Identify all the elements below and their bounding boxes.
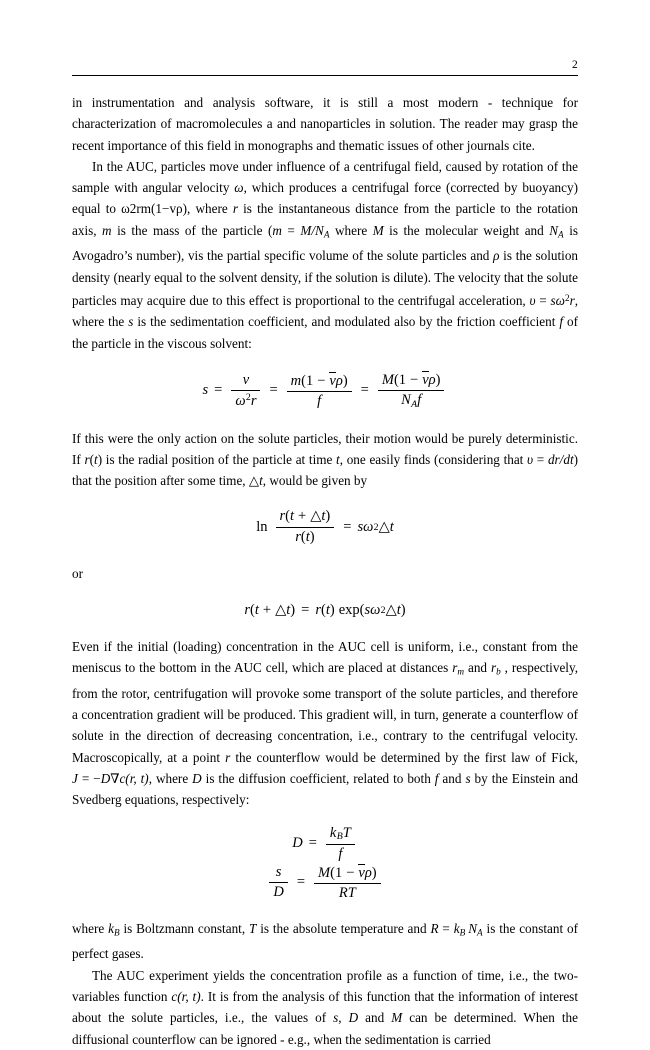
fraction-m-buoyancy-over-f	[287, 372, 352, 410]
math-equals: =	[269, 382, 278, 399]
symbol-T: T	[249, 920, 257, 936]
math-t: t	[254, 601, 259, 618]
symbol-t: t	[259, 473, 263, 489]
math-r: r	[244, 601, 251, 618]
symbol-upsilon: υ	[527, 451, 534, 467]
math-r: r	[295, 528, 301, 545]
text-run: is the instantaneous distance from the particle to the rotation axis,	[72, 201, 578, 238]
math-triangle-delta: △	[275, 601, 287, 618]
math-T: T	[342, 824, 351, 841]
subscript-B: B	[459, 927, 466, 938]
text-run: , where	[148, 770, 193, 786]
math-r: r	[315, 601, 321, 618]
math-paren-open: (	[320, 601, 326, 618]
symbol-r: r	[452, 660, 458, 676]
function-arguments: (r, t)	[177, 988, 201, 1004]
math-t: t	[396, 601, 401, 618]
text-run: is the diffusion coefficient, related to both	[201, 770, 435, 786]
math-one: 1	[305, 372, 314, 389]
subscript-b: b	[496, 666, 501, 677]
text-run: by the Einstein and Svedberg equations, respectively:	[72, 770, 579, 808]
math-plus: +	[298, 508, 307, 525]
math-subscript-B: B	[336, 831, 343, 843]
math-triangle-delta: △	[378, 518, 390, 535]
math-exponent-2: 2	[380, 604, 386, 616]
equation-log-radial-ratio	[72, 508, 578, 545]
paragraph-constants-definition	[72, 918, 578, 965]
text-run: The AUC experiment yields the concentration profile as a function of time, i.e., the two-variables function	[72, 967, 578, 1004]
math-paren-open: (	[250, 601, 255, 618]
math-s: s	[357, 518, 364, 535]
math-rho: ρ	[335, 372, 343, 389]
text-run: and	[438, 770, 466, 786]
fraction-numerator	[276, 508, 335, 526]
symbol-r: r	[232, 201, 238, 217]
math-paren-close: )	[290, 601, 296, 618]
text-run: is the constant of perfect gases.	[72, 920, 578, 962]
math-minus: −	[346, 864, 355, 881]
symbol-N: N	[468, 920, 478, 936]
text-run: is Boltzmann constant,	[119, 920, 250, 936]
paren-open: (	[89, 451, 95, 467]
math-s: s	[364, 601, 371, 618]
equals-sign: =	[77, 770, 94, 786]
text-run: In the AUC, particles move under influence of a centrifugal field, caused by rotation of the sample with angular velocity	[72, 158, 578, 196]
text-run: , where	[187, 201, 233, 217]
text-run: ) that the position after some time,	[72, 451, 579, 489]
text-run: , where the	[72, 293, 578, 330]
subscript-B: B	[113, 927, 120, 938]
text-run: can be determined. When the diffusional counterflow can be ignored - e.g., when the sedimentation is carried	[72, 1010, 578, 1047]
symbol-m: m	[102, 222, 112, 238]
symbol-dt: dt	[563, 451, 574, 467]
symbol-M: M	[372, 222, 384, 238]
fraction-numerator	[378, 371, 445, 390]
math-paren-close: )	[342, 372, 348, 389]
fraction-M-buoyancy-over-NAf	[378, 371, 445, 410]
symbol-s: s	[550, 293, 556, 309]
symbol-s: s	[333, 1010, 339, 1026]
math-nu-bar: ν	[358, 864, 365, 881]
paragraph-deterministic-motion	[72, 428, 578, 492]
text-run: is the absolute temperature and	[256, 920, 431, 936]
fraction-kBT-over-f	[326, 825, 355, 863]
fraction-r-t-plus-dt-over-r-t	[276, 508, 335, 545]
math-s: s	[275, 864, 282, 881]
text-run: is the radial position of the particle at time	[102, 451, 337, 467]
math-equals: =	[301, 601, 310, 618]
math-f: f	[417, 392, 422, 409]
fraction-denominator	[314, 883, 381, 902]
math-paren-open: (	[300, 528, 306, 545]
math-t: t	[290, 508, 295, 525]
text-run: ,	[338, 1010, 349, 1026]
text-run: Even if the initial (loading) concentration in the AUC cell is uniform, i.e., constant from the meniscus to the bottom in the AUC cell, which are placed at distances	[72, 638, 578, 676]
math-D: D	[269, 882, 287, 901]
math-paren-close: )	[309, 528, 315, 545]
equation-line-svedberg	[72, 863, 578, 902]
equation-row	[266, 864, 383, 902]
equation-row	[292, 825, 358, 863]
math-ln: ln	[256, 518, 268, 535]
paragraph-continuation: in instrumentation and analysis software, it is still a most modern - technique for characterization of macromolecules a and nanoparticles in solution. The reader may grasp the recent importance of this field in monographs and thematic issues of other journals cite.	[72, 95, 578, 153]
paragraph-concentration-gradient	[72, 636, 578, 811]
fraction-M-buoyancy-over-RT	[314, 864, 381, 902]
connector-or: or	[72, 565, 83, 581]
math-triangle-delta: △	[310, 508, 322, 525]
math-t: t	[321, 508, 326, 525]
math-paren-close: )	[435, 372, 441, 389]
math-equals: =	[296, 874, 306, 891]
symbol-N: N	[549, 222, 559, 238]
fraction-nu-over-omega2r	[231, 372, 260, 410]
equation-radial-exponential	[72, 601, 578, 619]
equation-row	[203, 371, 448, 410]
text-column	[72, 92, 578, 1050]
math-exponent-2: 2	[245, 391, 251, 403]
math-m: m	[290, 372, 302, 389]
math-omega: ω	[363, 518, 374, 535]
math-t: t	[389, 518, 394, 535]
paragraph-auc-experiment	[72, 965, 578, 1050]
text-run: is Avogadro’s number), vis the partial specific volume of the solute particles and	[72, 222, 578, 264]
symbol-t: t	[336, 451, 340, 467]
math-R: R	[338, 884, 348, 901]
math-rho: ρ	[364, 864, 372, 881]
symbol-k: k	[453, 920, 460, 936]
text-run: , which produces a centrifugal force (corrected by buoyancy) equal to	[72, 180, 578, 217]
math-nu: ν	[242, 371, 250, 388]
math-rho: ρ	[428, 372, 436, 389]
symbol-R: R	[430, 920, 439, 936]
equals-sign: =	[281, 222, 301, 238]
symbol-D: D	[100, 770, 111, 786]
math-M: M	[318, 864, 331, 881]
math-equals: =	[308, 835, 317, 852]
symbol-M: M	[391, 1010, 403, 1026]
text-run: , would be given by	[262, 473, 368, 489]
subscript-m: m	[457, 666, 465, 677]
symbol-t: t	[94, 451, 98, 467]
symbol-s: s	[128, 314, 134, 330]
text-run: If this were the only action on the solute particles, their motion would be purely deterministic. If	[72, 430, 578, 467]
fraction-denominator	[378, 390, 445, 410]
math-t: t	[305, 528, 310, 545]
symbol-k: k	[108, 920, 114, 936]
math-t: t	[286, 601, 291, 618]
equation-einstein-svedberg	[72, 825, 578, 902]
math-plus: +	[262, 601, 272, 618]
symbol-M: M	[300, 222, 312, 238]
math-one: 1	[398, 372, 407, 389]
symbol-s: s	[465, 770, 471, 786]
math-subscript-A: A	[411, 398, 418, 410]
symbol-delta: △	[248, 473, 260, 489]
slash: /	[311, 222, 316, 238]
math-omega: ω	[370, 601, 381, 618]
subscript-A: A	[323, 229, 330, 240]
symbol-J: J	[72, 770, 78, 786]
math-paren-open: (	[301, 372, 306, 389]
symbol-dr: dr	[547, 451, 560, 467]
equals-sign: =	[535, 293, 551, 309]
text-run: , respectively, from the rotor, centrifugation will provoke some transport of the solute particles, and therefore a concentration gradient will be produced. This gradient will, in turn, generate a counterflow of solute in the direction of decreasing concentration, i.e., contrary to the centrifugal velocity. Macroscopically, at a point	[72, 660, 578, 765]
math-paren-open: (	[285, 508, 291, 525]
math-paren-open: (	[330, 864, 335, 881]
equation-sedimentation-coefficient	[72, 371, 578, 410]
text-run: the counterflow would be determined by the first law of Fick,	[230, 749, 578, 765]
text-run: is the solution density (nearly equal to the solvent density, if the solution is dilute). The velocity that the solute particles may acquire due to this effect is proportional to the centrifugal acceleration,	[72, 248, 579, 309]
math-paren-close: )	[400, 601, 406, 618]
text-run: is the mass of the particle (	[111, 222, 273, 238]
math-equals: =	[214, 382, 223, 399]
symbol-r: r	[490, 660, 497, 676]
math-minus: −	[317, 372, 326, 389]
page-number: 2	[572, 59, 578, 71]
fraction-denominator	[231, 390, 260, 410]
fraction-numerator	[326, 825, 355, 844]
math-s: s	[202, 382, 209, 399]
fraction-numerator	[287, 372, 352, 391]
page-header	[72, 58, 578, 76]
symbol-m: m	[272, 222, 282, 238]
symbol-omega: ω	[555, 293, 565, 309]
symbol-r: r	[569, 293, 575, 309]
equation-row	[244, 602, 405, 619]
math-paren-open: (	[359, 601, 365, 618]
paren-close: )	[97, 451, 103, 467]
symbol-c: c	[171, 988, 178, 1004]
text-run: , one easily finds (considering that	[339, 451, 528, 467]
text-run: of the particle in the viscous solvent:	[72, 314, 579, 351]
math-paren-open: (	[393, 372, 399, 389]
symbol-D: D	[348, 1010, 359, 1026]
math-paren-close: )	[329, 601, 335, 618]
math-r: r	[250, 392, 257, 409]
math-N: N	[401, 392, 411, 409]
header-rule	[72, 75, 578, 76]
subscript-A: A	[558, 229, 564, 240]
equals-sign: =	[533, 451, 548, 467]
equation-row	[256, 508, 394, 545]
fraction-numerator	[314, 864, 381, 883]
text-run: and	[358, 1010, 392, 1026]
fraction-denominator	[276, 527, 335, 546]
text-run: where	[72, 920, 109, 936]
equals-sign: =	[438, 920, 454, 936]
math-paren-close: )	[325, 508, 331, 525]
math-D: D	[292, 835, 303, 852]
math-one: 1	[334, 864, 343, 881]
symbol-f: f	[559, 314, 564, 330]
math-triangle-delta: △	[385, 601, 397, 618]
math-exp: exp	[338, 601, 360, 618]
text-run: and	[464, 660, 491, 676]
minus-sign: −	[93, 770, 101, 786]
math-nu-bar: ν	[329, 372, 336, 389]
text-run: is the sedimentation coefficient, and modulated also by the friction coefficient	[133, 314, 560, 330]
fraction-s-over-D	[269, 864, 287, 901]
math-t: t	[325, 601, 330, 618]
function-arguments: (r, t)	[125, 770, 149, 786]
symbol-f: f	[434, 770, 439, 786]
text-run: where	[329, 222, 373, 238]
math-paren-close: )	[371, 864, 377, 881]
math-M: M	[381, 372, 394, 389]
math-r: r	[279, 508, 286, 525]
symbol-r: r	[84, 451, 90, 467]
text-run: . It is from the analysis of this function that the information of interest about the solute particles, i.e., the values of	[72, 988, 578, 1026]
math-T: T	[347, 884, 356, 901]
math-k: k	[329, 824, 337, 841]
math-f: f	[326, 844, 355, 863]
math-nu-bar: ν	[422, 372, 429, 389]
slash: /	[559, 451, 564, 467]
equation-line-einstein	[72, 825, 578, 863]
inline-force-expression: ω2rm(1−vρ)	[121, 201, 188, 217]
paragraph-auc-centrifugal-field	[72, 156, 578, 354]
symbol-c: c	[119, 770, 126, 786]
math-equals: =	[360, 382, 369, 399]
subscript-A: A	[477, 927, 483, 938]
math-exponent-2: 2	[373, 521, 379, 533]
symbol-upsilon: υ	[529, 293, 536, 309]
symbol-r: r	[225, 749, 231, 765]
nabla-icon: ∇	[110, 770, 120, 786]
math-f: f	[287, 391, 352, 410]
symbol-omega: ω	[234, 180, 244, 196]
math-minus: −	[410, 372, 419, 389]
superscript-2: 2	[564, 292, 570, 303]
math-omega: ω	[235, 392, 246, 409]
math-equals: =	[343, 518, 352, 535]
text-run: is the molecular weight and	[383, 222, 550, 238]
symbol-rho: ρ	[493, 248, 500, 264]
symbol-D: D	[192, 770, 202, 786]
symbol-N: N	[315, 222, 324, 238]
